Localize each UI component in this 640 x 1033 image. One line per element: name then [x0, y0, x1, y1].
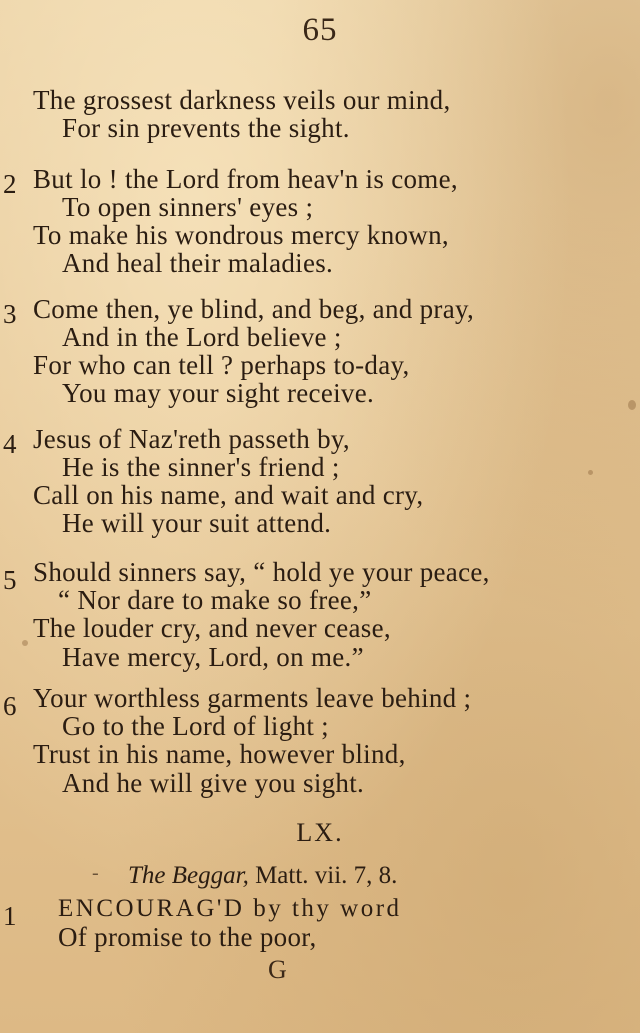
- verse-line: The louder cry, and never cease,: [33, 613, 391, 643]
- foxing-spot: [22, 640, 28, 646]
- verse-line: He is the sinner's friend ;: [62, 452, 340, 482]
- verse-number: 6: [3, 691, 17, 721]
- hymn-title-reference: Matt. vii. 7, 8.: [255, 862, 398, 889]
- verse-line: To make his wondrous mercy known,: [33, 220, 449, 250]
- verse-line: Come then, ye blind, and beg, and pray,: [33, 294, 475, 324]
- hymn-number: LX.: [296, 818, 344, 847]
- hymn-title-italic: The Beggar,: [128, 862, 249, 889]
- verse-line: To open sinners' eyes ;: [62, 192, 314, 222]
- verse-line: But lo ! the Lord from heav'n is come,: [33, 164, 458, 194]
- verse-line: And heal their maladies.: [62, 248, 334, 278]
- signature-mark: G: [268, 955, 287, 984]
- ornament-dash: -: [92, 862, 99, 884]
- foxing-spot: [628, 400, 636, 410]
- verse-number: 5: [3, 565, 17, 595]
- hymn-title: [128, 860, 397, 892]
- verse-number: 4: [3, 429, 17, 459]
- verse-line: And in the Lord believe ;: [62, 322, 342, 352]
- verse-number: 3: [3, 299, 17, 329]
- verse-line: You may your sight receive.: [62, 378, 375, 408]
- verse-line: Jesus of Naz'reth passeth by,: [33, 424, 350, 454]
- verse-line: “ Nor dare to make so free,”: [58, 585, 372, 615]
- verse-number: 1: [3, 901, 17, 931]
- foxing-spot: [588, 470, 593, 475]
- verse-line: ENCOURAG'D by thy word: [58, 895, 402, 922]
- verse-line: Should sinners say, “ hold ye your peace,: [33, 557, 490, 587]
- verse-line: Trust in his name, however blind,: [33, 739, 406, 769]
- verse-line: He will your suit attend.: [62, 508, 332, 538]
- verse-line: Go to the Lord of light ;: [62, 711, 329, 741]
- verse-line: For sin prevents the sight.: [62, 113, 350, 143]
- verse-line: Call on his name, and wait and cry,: [33, 480, 424, 510]
- verse-line: And he will give you sight.: [62, 768, 365, 798]
- verse-line: Have mercy, Lord, on me.”: [62, 642, 364, 672]
- page-number: 65: [302, 12, 338, 48]
- verse-line: The grossest darkness veils our mind,: [33, 85, 451, 115]
- verse-number: 2: [3, 169, 17, 199]
- verse-line: Your worthless garments leave behind ;: [33, 683, 472, 713]
- verse-line: Of promise to the poor,: [58, 922, 317, 952]
- verse-line: For who can tell ? perhaps to-day,: [33, 350, 410, 380]
